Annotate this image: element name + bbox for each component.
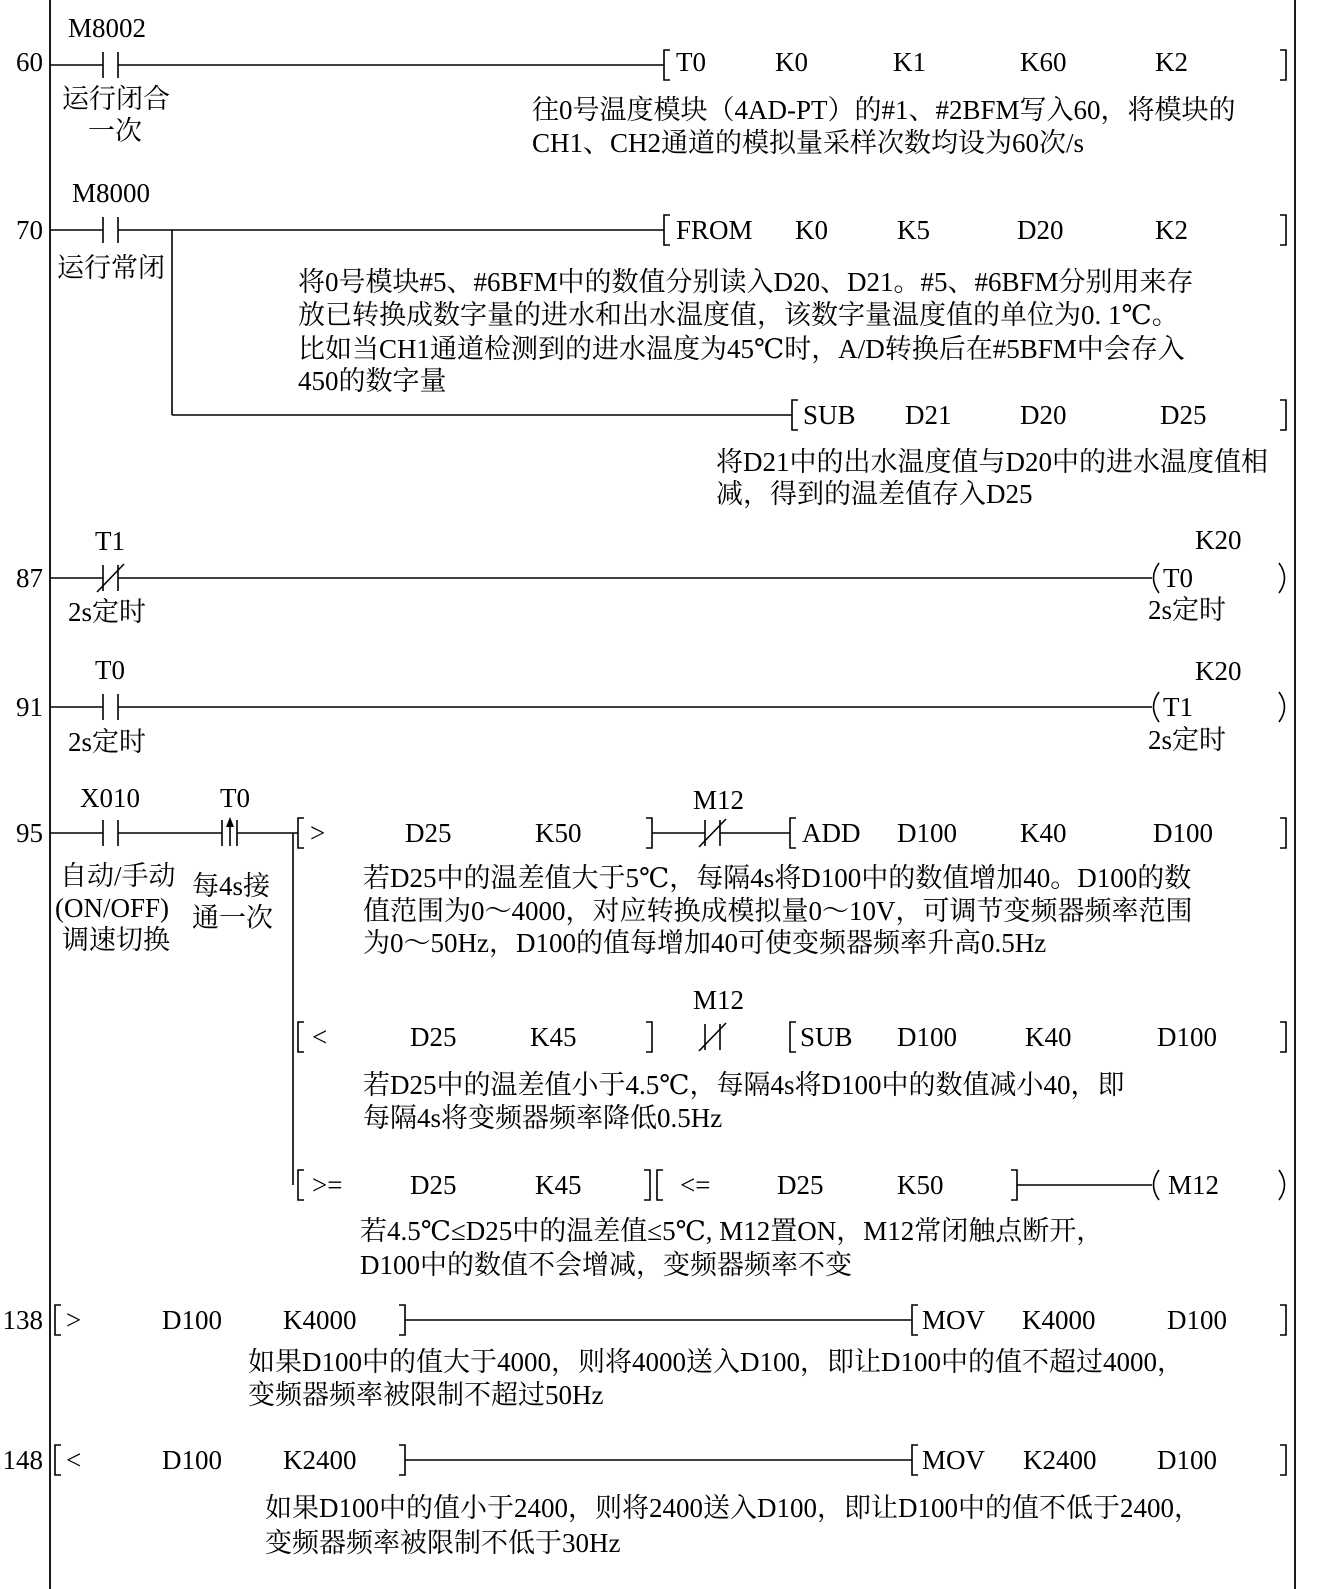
compare-operand: D100 bbox=[162, 1445, 222, 1475]
contact-device-label: T0 bbox=[220, 783, 250, 813]
rung-148 bbox=[3, 1445, 1287, 1558]
instruction-bracket-right bbox=[1280, 215, 1286, 245]
coil-setting: K20 bbox=[1195, 525, 1242, 555]
instruction-operand: K2 bbox=[1155, 215, 1188, 245]
compare-operand: K50 bbox=[535, 818, 582, 848]
instruction-operand: D20 bbox=[1020, 400, 1067, 430]
instruction-operand: D21 bbox=[905, 400, 952, 430]
coil-paren-left bbox=[1154, 692, 1160, 722]
nc-contact-m12 bbox=[699, 1023, 726, 1051]
compare-bracket-left bbox=[657, 1170, 663, 1200]
rung-note-line: 往0号温度模块（4AD-PT）的#1、#2BFM写入60，将模块的 bbox=[532, 95, 1236, 125]
pulse-contact-t0 bbox=[222, 817, 237, 846]
instruction-bracket-right bbox=[1280, 1022, 1286, 1052]
rung-87 bbox=[16, 525, 1285, 627]
rung-138 bbox=[3, 1305, 1287, 1410]
instruction-bracket-left bbox=[790, 1022, 796, 1052]
contact-comment: 每4s接 bbox=[192, 871, 271, 901]
compare-bracket-right bbox=[399, 1445, 405, 1475]
contact-device-label: M8000 bbox=[72, 178, 151, 208]
step-number: 95 bbox=[16, 818, 43, 848]
step-number: 148 bbox=[2, 1445, 43, 1475]
instruction-operand: D100 bbox=[1157, 1022, 1217, 1052]
instruction-bracket-left bbox=[792, 400, 798, 430]
compare-operand: D25 bbox=[410, 1022, 457, 1052]
step-number: 138 bbox=[2, 1305, 43, 1335]
instruction-operand: D100 bbox=[1167, 1305, 1227, 1335]
no-contact-m8000 bbox=[103, 217, 118, 243]
branch-note-line: 每隔4s将变频器频率降低0.5Hz bbox=[363, 1103, 723, 1133]
no-contact-m8002 bbox=[103, 52, 118, 78]
contact-comment: 2s定时 bbox=[68, 597, 147, 627]
coil-paren-left bbox=[1154, 1170, 1160, 1200]
compare-op: <= bbox=[680, 1170, 711, 1200]
instruction-operand: D100 bbox=[897, 1022, 957, 1052]
contact-device-label: M8002 bbox=[68, 13, 147, 43]
compare-bracket-left bbox=[298, 818, 304, 848]
coil-device: M12 bbox=[1168, 1170, 1220, 1200]
compare-operand: D100 bbox=[162, 1305, 222, 1335]
instruction-op: T0 bbox=[676, 47, 706, 77]
instruction-operand: D25 bbox=[1160, 400, 1207, 430]
rung-note-line: 将0号模块#5、#6BFM中的数值分别读入D20、D21。#5、#6BFM分别用来存 bbox=[298, 267, 1194, 297]
compare-operand: K4000 bbox=[283, 1305, 357, 1335]
contact-device-label: M12 bbox=[693, 985, 745, 1015]
instruction-op: SUB bbox=[800, 1022, 853, 1052]
instruction-bracket-right bbox=[1280, 818, 1286, 848]
branch-note-line: 若D25中的温差值大于5℃，每隔4s将D100中的数值增加40。D100的数 bbox=[363, 863, 1192, 893]
coil-device: T0 bbox=[1163, 563, 1193, 593]
coil-comment: 2s定时 bbox=[1148, 725, 1227, 755]
instruction-operand: K40 bbox=[1020, 818, 1067, 848]
branch-note-line: 若D25中的温差值小于4.5℃，每隔4s将D100中的数值减小40，即 bbox=[363, 1070, 1125, 1100]
no-contact-x010 bbox=[103, 820, 118, 846]
rung-95 bbox=[16, 783, 1286, 1280]
coil-setting: K20 bbox=[1195, 656, 1242, 686]
compare-operand: D25 bbox=[410, 1170, 457, 1200]
coil-paren-right bbox=[1279, 1170, 1285, 1200]
instruction-operand: K60 bbox=[1020, 47, 1067, 77]
instruction-bracket-right bbox=[1280, 400, 1286, 430]
branch-compare-greater bbox=[298, 785, 1286, 958]
contact-device-label: X010 bbox=[80, 783, 140, 813]
contact-device-label: T1 bbox=[95, 526, 125, 556]
instruction-operand: K40 bbox=[1025, 1022, 1072, 1052]
compare-bracket-right bbox=[1011, 1170, 1017, 1200]
instruction-op: MOV bbox=[922, 1445, 986, 1475]
instruction-op: SUB bbox=[803, 400, 856, 430]
contact-device-label: T0 bbox=[95, 655, 125, 685]
branch-note-line: D100中的数值不会增减，变频器频率不变 bbox=[360, 1250, 852, 1280]
step-number: 70 bbox=[16, 215, 43, 245]
contact-comment: 运行常闭 bbox=[57, 253, 165, 283]
rung-note-line: 如果D100中的值小于2400，则将2400送入D100，即让D100中的值不低于2400， bbox=[265, 1493, 1201, 1523]
compare-bracket-right bbox=[646, 1022, 652, 1052]
step-number: 87 bbox=[16, 563, 43, 593]
coil-comment: 2s定时 bbox=[1148, 595, 1227, 625]
instruction-operand: K5 bbox=[897, 215, 930, 245]
rung-note-line: 放已转换成数字量的进水和出水温度值，该数字量温度值的单位为0. 1℃。 bbox=[298, 300, 1179, 330]
instruction-bracket-left bbox=[912, 1305, 918, 1335]
rung-note-line: 比如当CH1通道检测到的进水温度为45℃时，A/D转换后在#5BFM中会存入 bbox=[298, 334, 1185, 364]
contact-comment: (ON/OFF) bbox=[55, 893, 170, 923]
compare-bracket-right bbox=[644, 1170, 650, 1200]
instruction-op: ADD bbox=[802, 818, 861, 848]
rung-60 bbox=[16, 13, 1286, 158]
rising-edge-arrow-icon bbox=[226, 817, 234, 827]
compare-bracket-left bbox=[298, 1022, 304, 1052]
contact-comment: 自动/手动 bbox=[60, 861, 176, 891]
instruction-operand: D20 bbox=[1017, 215, 1064, 245]
instruction-bracket-right bbox=[1280, 1305, 1286, 1335]
compare-op: < bbox=[312, 1022, 328, 1052]
instruction-operand: K2 bbox=[1155, 47, 1188, 77]
compare-operand: D25 bbox=[777, 1170, 824, 1200]
compare-op: >= bbox=[312, 1170, 343, 1200]
instruction-bracket-right bbox=[1280, 50, 1286, 80]
instruction-bracket-left bbox=[912, 1445, 918, 1475]
contact-comment: 运行闭合 bbox=[62, 84, 170, 114]
compare-op: < bbox=[66, 1445, 82, 1475]
compare-operand: K50 bbox=[897, 1170, 944, 1200]
instruction-bracket-right bbox=[1280, 1445, 1286, 1475]
contact-comment: 通一次 bbox=[192, 903, 273, 933]
branch-compare-range bbox=[298, 1170, 1285, 1280]
compare-operand: D25 bbox=[405, 818, 452, 848]
instruction-op: MOV bbox=[922, 1305, 986, 1335]
branch-note-line: 减，得到的温差值存入D25 bbox=[716, 479, 1033, 509]
compare-operand: K2400 bbox=[283, 1445, 357, 1475]
compare-bracket-right bbox=[646, 818, 652, 848]
branch-compare-less bbox=[298, 985, 1286, 1133]
compare-op: > bbox=[310, 818, 326, 848]
instruction-operand: K0 bbox=[775, 47, 808, 77]
rung-91 bbox=[16, 655, 1285, 757]
branch-note-line: 将D21中的出水温度值与D20中的进水温度值相 bbox=[716, 447, 1268, 477]
instruction-op: FROM bbox=[676, 215, 753, 245]
instruction-operand: D100 bbox=[897, 818, 957, 848]
rung-note-line: CH1、CH2通道的模拟量采样次数均设为60次/s bbox=[532, 128, 1085, 158]
compare-bracket-left bbox=[55, 1305, 61, 1335]
branch-note-line: 若4.5℃≤D25中的温差值≤5℃, M12置ON，M12常闭触点断开， bbox=[360, 1216, 1104, 1246]
rung-note-line: 变频器频率被限制不低于30Hz bbox=[265, 1528, 621, 1558]
compare-operand: K45 bbox=[530, 1022, 577, 1052]
branch-note-line: 值范围为0～4000，对应转换成模拟量0～10V，可调节变频器频率范围 bbox=[363, 896, 1193, 926]
compare-operand: K45 bbox=[535, 1170, 582, 1200]
compare-op: > bbox=[66, 1305, 82, 1335]
instruction-operand: K2400 bbox=[1023, 1445, 1097, 1475]
instruction-bracket-left bbox=[664, 50, 670, 80]
coil-paren-left bbox=[1154, 563, 1160, 593]
rung-note-line: 变频器频率被限制不超过50Hz bbox=[248, 1380, 604, 1410]
step-number: 60 bbox=[16, 47, 43, 77]
compare-bracket-left bbox=[55, 1445, 61, 1475]
rung-note-line: 如果D100中的值大于4000，则将4000送入D100，即让D100中的值不超过4000， bbox=[248, 1347, 1184, 1377]
rung-70 bbox=[16, 178, 1286, 509]
coil-device: T1 bbox=[1163, 692, 1193, 722]
instruction-operand: K1 bbox=[893, 47, 926, 77]
instruction-bracket-left bbox=[790, 818, 796, 848]
rung-note-line: 450的数字量 bbox=[298, 366, 447, 396]
instruction-operand: K4000 bbox=[1022, 1305, 1096, 1335]
no-contact-t0 bbox=[103, 694, 118, 720]
instruction-operand: D100 bbox=[1153, 818, 1213, 848]
compare-bracket-right bbox=[399, 1305, 405, 1335]
instruction-operand: D100 bbox=[1157, 1445, 1217, 1475]
instruction-bracket-left bbox=[664, 215, 670, 245]
contact-comment: 2s定时 bbox=[68, 727, 147, 757]
contact-device-label: M12 bbox=[693, 785, 745, 815]
branch-note-line: 为0～50Hz，D100的值每增加40可使变频器频率升高0.5Hz bbox=[363, 928, 1047, 958]
contact-comment: 一次 bbox=[88, 116, 142, 146]
contact-comment: 调速切换 bbox=[62, 925, 170, 955]
coil-paren-right bbox=[1279, 563, 1285, 593]
instruction-operand: K0 bbox=[795, 215, 828, 245]
compare-bracket-left bbox=[298, 1170, 304, 1200]
step-number: 91 bbox=[16, 692, 43, 722]
coil-paren-right bbox=[1279, 692, 1285, 722]
